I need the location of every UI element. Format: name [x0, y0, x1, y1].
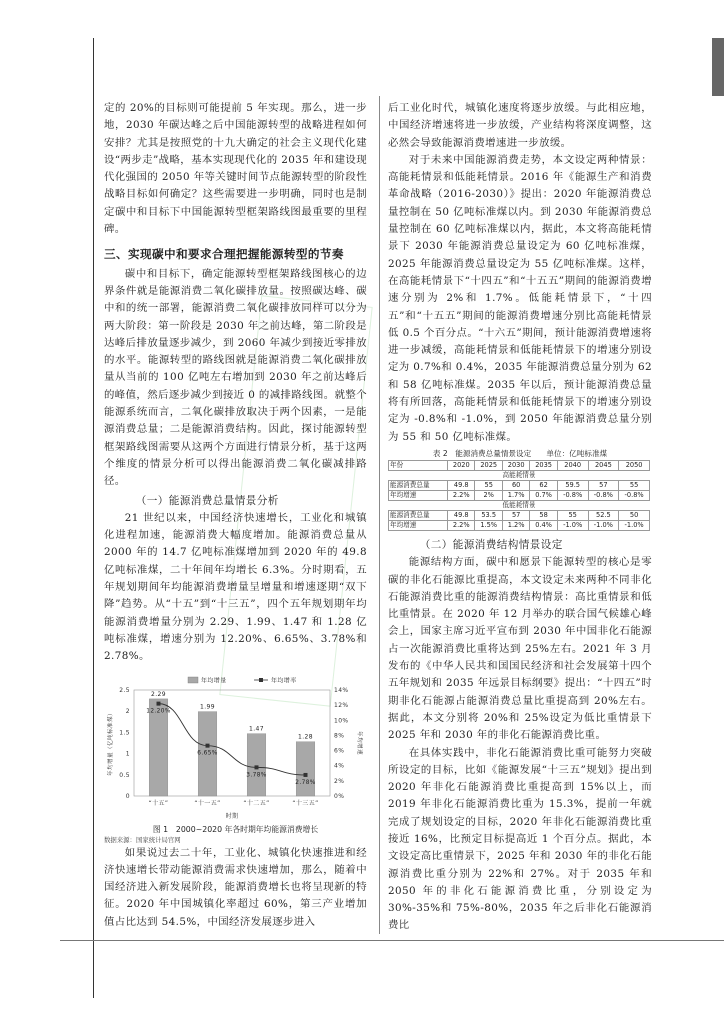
- figure-source: 数据来源：国家统计局官网: [104, 835, 181, 844]
- table-row: [389, 520, 650, 530]
- y-tick-label: 0: [125, 792, 130, 800]
- y2-tick-label: 14%: [334, 686, 349, 694]
- line-point: [206, 743, 210, 747]
- figure-caption: 图 1 2000~2020 年各时期年均能源消费增长: [152, 824, 319, 834]
- legend-label: 年均增率: [271, 677, 297, 684]
- table-section-row: [389, 470, 650, 480]
- table-cell: 55: [619, 480, 650, 490]
- table-cell: 52.5: [588, 510, 619, 520]
- table-section-row: [389, 500, 650, 510]
- table-section-label: 低能耗情景: [389, 500, 650, 510]
- series-line: [159, 703, 306, 774]
- table-cell: 1.5%: [475, 520, 502, 530]
- table-cell: 2025: [475, 460, 502, 470]
- legend-swatch-bar: [188, 677, 198, 683]
- table-cell: -1.0%: [588, 520, 619, 530]
- x-tick-label: “十五”: [148, 799, 169, 807]
- y2-tick-label: 0%: [334, 792, 345, 800]
- paragraph: 如果说过去二十年，工业化、城镇化快速推进和经济快速增长带动能源消费需求快速增加，那么，随着中国经济进入新发展阶段，能源消费增长也将呈现新的特征。2020 年中国城镇化率超过 60%，第三产业增加值占比达到 54.5%，中国经济发展逐步进入: [104, 846, 367, 928]
- table-cell: 2.2%: [448, 520, 475, 530]
- table-cell: 年份: [389, 460, 448, 470]
- left-margin-rule: [93, 38, 94, 998]
- x-tick-label: “十三五”: [292, 799, 319, 807]
- table-cell: 50: [619, 510, 650, 520]
- table-cell: 能源消费总量: [389, 510, 448, 520]
- table-header-row: [389, 460, 650, 470]
- x-tick-label: “十二五”: [243, 799, 270, 807]
- table-cell: 2020: [448, 460, 475, 470]
- y-tick-label: 2.5: [119, 686, 130, 694]
- line-point: [304, 772, 308, 776]
- table-cell: -0.8%: [588, 490, 619, 500]
- table-cell: -1.0%: [557, 520, 588, 530]
- y2-tick-label: 2%: [334, 777, 345, 785]
- table-cell: 2%: [475, 490, 502, 500]
- footer-rule: [60, 940, 724, 941]
- bar-data-label: 1.28: [298, 733, 313, 741]
- line-point: [157, 701, 161, 705]
- table-row: [389, 510, 650, 520]
- table-cell: 2.2%: [448, 490, 475, 500]
- table-cell: 2035: [530, 460, 557, 470]
- line-data-label: 12.20%: [146, 708, 171, 715]
- scenario-table: [388, 460, 650, 531]
- table-cell: -1.0%: [619, 520, 650, 530]
- y2-axis-title: 年均增速: [356, 730, 362, 755]
- y2-tick-label: 10%: [334, 716, 349, 724]
- paragraph: 在具体实践中，非化石能源消费比重可能努力突破所设定的目标，比如《能源发展“十三五”规划》提出到 2020 年非化石能源消费比重提高到 15%以上，而 2019 年非化石能源消费比重为 15.3%，提前一年就完成了规划设定的目标，2020 年非化石能源消费比重接近 16%，比预定目标提高近 1 个百分点。据此，本文设定高比重情景下，2025 年和 2030 年的非化石能源消费比重分别为 22%和 27%。对于 2035 年和 2050 年的非化石能源消费比重，分别设定为 30%-35%和 75%-80%，2035 年之后非化石能源消费比: [388, 746, 652, 932]
- paragraph: 定的 20%的目标则可能提前 5 年实现。那么，进一步地，2030 年碳达峰之后中国能源转型的战略进程如何安排？尤其是按照党的十九大确定的社会主义现代化建设“两步走”战略，基本实现现代化的 2035 年和建设现代化强国的 2050 年等关键时间节点能源转型的阶段性战略目标如何确定？这些需要进一步明确，同时也是制定碳中和目标下中国能源转型框架路线图最重要的里程碑。: [104, 102, 367, 236]
- left-column: [104, 100, 367, 931]
- sub-heading: （一）能源消费总量情景分析: [135, 494, 279, 507]
- right-edge-bar: [712, 38, 724, 96]
- table-cell: 年均增速: [389, 490, 448, 500]
- table-cell: 2045: [588, 460, 619, 470]
- sub-heading: （二）能源消费结构情景设定: [419, 538, 563, 551]
- y-tick-label: 1.5: [119, 728, 130, 736]
- table-cell: 60: [502, 480, 529, 490]
- table-cell: 0.4%: [530, 520, 557, 530]
- y2-tick-label: 8%: [334, 731, 345, 739]
- bar-data-label: 2.29: [151, 690, 166, 698]
- bar: [247, 733, 266, 795]
- column-divider: [379, 96, 380, 934]
- table-cell: 58: [530, 510, 557, 520]
- y-tick-label: 0.5: [119, 771, 130, 779]
- table-cell: 1.7%: [502, 490, 529, 500]
- right-column: [388, 100, 652, 935]
- table-cell: 62: [530, 480, 557, 490]
- paragraph: 对于未来中国能源消费走势，本文设定两种情景：高能耗情景和低能耗情景。2016 年《能源生产和消费革命战略（2016-2030）》提出：2020 年能源消费总量控制在 50 亿吨标准煤以内。到 2030 年能源消费总量控制在 60 亿吨标准煤以内，据此，本文将高能耗情景下 2030 年能源消费总量设定为 60 亿吨标准煤，2025 年能源消费总量设定为 55 亿吨标准煤。这样，在高能耗情景下“十四五”和“十五五”期间的能源消费增速分别为 2%和 1.7%。低能耗情景下，“十四五”和“十五五”期间的能源消费增速分别比高能耗情景低 0.5 个百分点。“十六五”期间，预计能源消费增速将进一步减缓，高能耗情景和低能耗情景下的增速分别设定为 0.7%和 0.4%，2035 年能源消费总量分别为 62 和 58 亿吨标准煤。2035 年以后，预计能源消费总量将有所回落，高能耗情景和低能耗情景下的增速分别设定为 -0.8%和 -1.0%，到 2050 年能源消费总量分别为 55 和 50 亿吨标准煤。: [388, 153, 652, 443]
- paragraph: 后工业化时代，城镇化速度将逐步放缓。与此相应地，中国经济增速将进一步放缓，产业结构将深度调整，这必然会导致能源消费增速进一步放缓。: [388, 102, 652, 149]
- table-cell: 55: [475, 480, 502, 490]
- legend-label: 年均增量: [201, 677, 227, 684]
- table-cell: 1.2%: [502, 520, 529, 530]
- y-axis-title: 年均增量（亿吨标准煤）: [108, 709, 114, 776]
- y2-tick-label: 6%: [334, 747, 345, 755]
- y-tick-label: 1: [125, 750, 130, 758]
- figure-1-chart: [104, 672, 366, 822]
- bar-data-label: 1.47: [249, 725, 264, 733]
- section-heading: 三、实现碳中和要求合理把握能源转型的节奏: [104, 247, 344, 262]
- table-cell: 年均增速: [389, 520, 448, 530]
- table-cell: 2030: [502, 460, 529, 470]
- bar-data-label: 1.99: [200, 703, 215, 711]
- x-axis-title: 时期: [225, 812, 239, 820]
- line-data-label: 3.78%: [246, 771, 267, 778]
- x-tick-label: “十一五”: [194, 799, 221, 807]
- table-cell: 49.8: [448, 480, 475, 490]
- y-tick-label: 2: [125, 707, 130, 715]
- table-cell: 2040: [557, 460, 588, 470]
- line-data-label: 2.78%: [295, 779, 316, 786]
- table-cell: -0.8%: [557, 490, 588, 500]
- table-section-label: 高能耗情景: [389, 470, 650, 480]
- table-2: [388, 448, 652, 531]
- table-cell: -0.8%: [619, 490, 650, 500]
- table-cell: 55: [557, 510, 588, 520]
- legend-marker: [259, 678, 263, 682]
- table-cell: 49.8: [448, 510, 475, 520]
- paragraph: 碳中和目标下，确定能源转型框架路线图核心的边界条件就是能源消费二氧化碳排放量。按照碳达峰、碳中和的统一部署，能源消费二氧化碳排放同样可以分为两大阶段：第一阶段是 2030 年之前达峰，第二阶段是达峰后排放量逐步减少，到 2060 年减少到接近零排放的水平。能源转型的路线图就是能源消费二氧化碳排放量从当前的 100 亿吨左右增加到 2030 年之前达峰后的峰值，然后逐步减少到接近 0 的减排路线图。就整个能源系统而言，二氧化碳排放取决于两个因素，一是能源消费总量；二是能源消费结构。因此，探讨能源转型框架路线图需要从这两个方面进行情景分析，基于这两个维度的情景分析可以得出能源消费二氧化碳减排路径。: [104, 267, 367, 488]
- table-cell: 57: [502, 510, 529, 520]
- table-cell: 2050: [619, 460, 650, 470]
- paragraph: 能源结构方面，碳中和愿景下能源转型的核心是零碳的非化石能源比重提高，本文设定未来两种不同非化石能源消费比重的能源消费结构情景：高比重情景和低比重情景。在 2020 年 12 月举办的联合国气候雄心峰会上，国家主席习近平宣布到 2030 年中国非化石能源占一次能源消费比重将达到 25%左右。2021 年 3 月发布的《中华人民共和国国民经济和社会发展第十四个五年规划和 2035 年远景目标纲要》提出：“十四五”时期非化石能源占能源消费总量比重提高到 20%左右。据此，本文分别将 20%和 25%设定为低比重情景下 2025 年和 2030 年的非化石能源消费比重。: [388, 556, 652, 742]
- table-row: [389, 490, 650, 500]
- bar: [296, 741, 315, 795]
- table-cell: 57: [588, 480, 619, 490]
- table-cell: 能源消费总量: [389, 480, 448, 490]
- table-cell: 59.5: [557, 480, 588, 490]
- chart-svg: [104, 672, 366, 822]
- table-cell: 53.5: [475, 510, 502, 520]
- table-caption: 表 2 能源消费总量情景设定 单位：亿吨标准煤: [432, 448, 608, 458]
- table-cell: 0.7%: [530, 490, 557, 500]
- table-row: [389, 480, 650, 490]
- paragraph: 21 世纪以来，中国经济快速增长，工业化和城镇化进程加速，能源消费大幅度增加。能源消费总量从 2000 年的 14.7 亿吨标准煤增加到 2020 年的 49.8 亿吨标准煤，二十年间年均增长 6.3%。分时期看，五年规划期间年均能源消费增量呈增量和增速逐期“双下降”趋势。从“十五”到“十三五”，四个五年规划期年均能源消费增量分别为 2.29、1.99、1.47 和 1.28 亿吨标准煤，增速分别为 12.20%、6.65%、3.78%和 2.78%。: [104, 511, 367, 663]
- y2-tick-label: 12%: [334, 701, 349, 709]
- y2-tick-label: 4%: [334, 762, 345, 770]
- line-data-label: 6.65%: [197, 750, 218, 757]
- line-point: [255, 765, 259, 769]
